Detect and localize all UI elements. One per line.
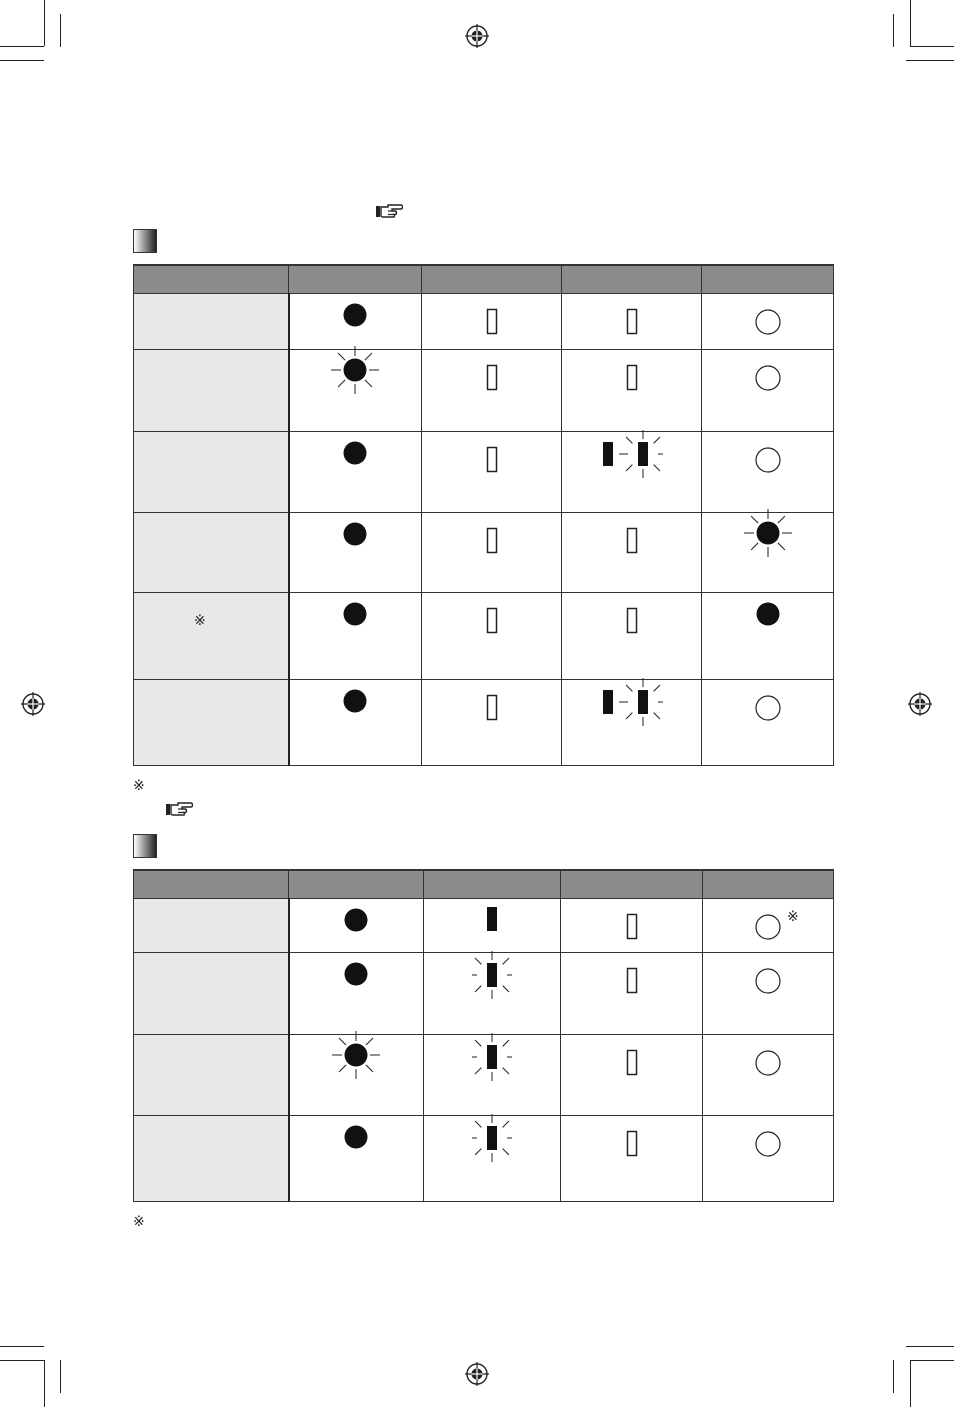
row-note-mark: ※ — [194, 613, 206, 629]
table-row — [134, 294, 834, 350]
header-cell — [422, 265, 562, 294]
header-cell — [289, 265, 422, 294]
table-row — [134, 593, 834, 680]
table-row — [134, 953, 834, 1035]
row-label-cell — [134, 680, 289, 766]
status-cell — [422, 432, 562, 513]
led-blinking-icon — [330, 345, 380, 399]
led-off-icon — [626, 308, 638, 340]
row-label-cell — [134, 593, 289, 680]
row-label-cell — [134, 953, 289, 1035]
header-cell — [562, 265, 702, 294]
status-cell — [702, 513, 834, 593]
registration-mark-icon — [465, 24, 489, 48]
row-label-cell — [134, 513, 289, 593]
row-label-cell — [134, 899, 289, 953]
led-off-icon — [486, 308, 498, 340]
table-row — [134, 899, 834, 953]
row-label-cell — [134, 294, 289, 350]
led-on-icon — [343, 1124, 369, 1154]
status-cell — [562, 680, 702, 766]
pointing-hand-icon — [375, 203, 403, 219]
status-cell — [422, 593, 562, 680]
status-cell — [702, 680, 834, 766]
registration-mark-icon — [465, 1362, 489, 1386]
header-cell — [134, 870, 289, 899]
led-blinking-icon — [331, 1030, 381, 1084]
led-off-icon — [754, 1049, 782, 1081]
status-cell — [703, 1035, 834, 1116]
led-on-icon — [342, 521, 368, 551]
header-cell — [134, 265, 289, 294]
led-on-icon — [486, 906, 498, 936]
status-cell — [422, 680, 562, 766]
led-on-icon — [755, 601, 781, 631]
led-off-icon — [626, 1049, 638, 1081]
led-off-icon — [754, 364, 782, 396]
status-cell — [561, 899, 703, 953]
status-cell — [702, 350, 834, 432]
led-off-icon — [754, 913, 782, 945]
status-cell — [703, 1116, 834, 1202]
led-off-icon — [754, 1130, 782, 1162]
table-row — [134, 432, 834, 513]
footnote-mark: ※ — [133, 778, 145, 794]
status-cell — [561, 1035, 703, 1116]
status-cell — [422, 513, 562, 593]
led-blinking-icon — [472, 950, 512, 1004]
status-cell — [703, 899, 834, 953]
led-off-icon — [626, 913, 638, 945]
led-on-icon — [342, 302, 368, 332]
row-label-cell — [134, 1035, 289, 1116]
led-on-icon — [343, 961, 369, 991]
led-off-icon — [626, 967, 638, 999]
table-row — [134, 350, 834, 432]
status-cell — [424, 953, 561, 1035]
section-marker-1 — [133, 229, 157, 253]
table-header-row — [134, 870, 834, 899]
header-cell — [561, 870, 703, 899]
status-cell — [702, 432, 834, 513]
led-off-icon — [486, 607, 498, 639]
header-cell — [289, 870, 424, 899]
status-cell — [702, 294, 834, 350]
row-label-cell — [134, 1116, 289, 1202]
status-cell — [289, 294, 422, 350]
status-cell — [289, 1035, 424, 1116]
led-on-icon — [342, 440, 368, 470]
header-cell — [702, 265, 834, 294]
status-cell — [561, 1116, 703, 1202]
header-cell — [424, 870, 561, 899]
led-off-icon — [486, 527, 498, 559]
header-cell — [703, 870, 834, 899]
led-blinking-icon — [601, 429, 663, 483]
table-row — [134, 513, 834, 593]
led-status-table-2 — [133, 869, 834, 1202]
status-cell — [289, 593, 422, 680]
footnote-mark: ※ — [133, 1214, 145, 1230]
led-blinking-icon — [472, 1032, 512, 1086]
status-cell — [424, 899, 561, 953]
led-on-icon — [342, 601, 368, 631]
table-row — [134, 1035, 834, 1116]
led-off-icon — [486, 364, 498, 396]
status-cell — [561, 953, 703, 1035]
cell-note-mark: ※ — [787, 909, 799, 925]
led-off-icon — [754, 308, 782, 340]
led-on-icon — [343, 907, 369, 937]
status-cell — [289, 350, 422, 432]
status-cell — [289, 513, 422, 593]
led-off-icon — [754, 694, 782, 726]
row-label-cell — [134, 350, 289, 432]
status-cell — [289, 680, 422, 766]
registration-mark-icon — [908, 692, 932, 716]
status-cell — [562, 513, 702, 593]
table-row — [134, 680, 834, 766]
status-cell — [289, 953, 424, 1035]
led-off-icon — [626, 1130, 638, 1162]
row-label-cell — [134, 432, 289, 513]
status-cell — [289, 1116, 424, 1202]
status-cell — [703, 953, 834, 1035]
led-off-icon — [754, 967, 782, 999]
led-status-table-1 — [133, 264, 834, 766]
section-marker-2 — [133, 834, 157, 858]
table-header-row — [134, 265, 834, 294]
led-off-icon — [486, 446, 498, 478]
led-blinking-icon — [601, 677, 663, 731]
status-cell — [562, 593, 702, 680]
status-cell — [562, 432, 702, 513]
status-cell — [424, 1035, 561, 1116]
led-off-icon — [626, 527, 638, 559]
status-cell — [289, 432, 422, 513]
status-cell — [702, 593, 834, 680]
status-cell — [422, 350, 562, 432]
led-off-icon — [626, 607, 638, 639]
registration-mark-icon — [21, 692, 45, 716]
status-cell — [289, 899, 424, 953]
led-off-icon — [626, 364, 638, 396]
led-blinking-icon — [743, 508, 793, 562]
table-row — [134, 1116, 834, 1202]
status-cell — [424, 1116, 561, 1202]
pointing-hand-icon — [165, 801, 193, 817]
led-off-icon — [754, 446, 782, 478]
led-off-icon — [486, 694, 498, 726]
status-cell — [422, 294, 562, 350]
status-cell — [562, 294, 702, 350]
led-on-icon — [342, 688, 368, 718]
led-blinking-icon — [472, 1113, 512, 1167]
status-cell — [562, 350, 702, 432]
